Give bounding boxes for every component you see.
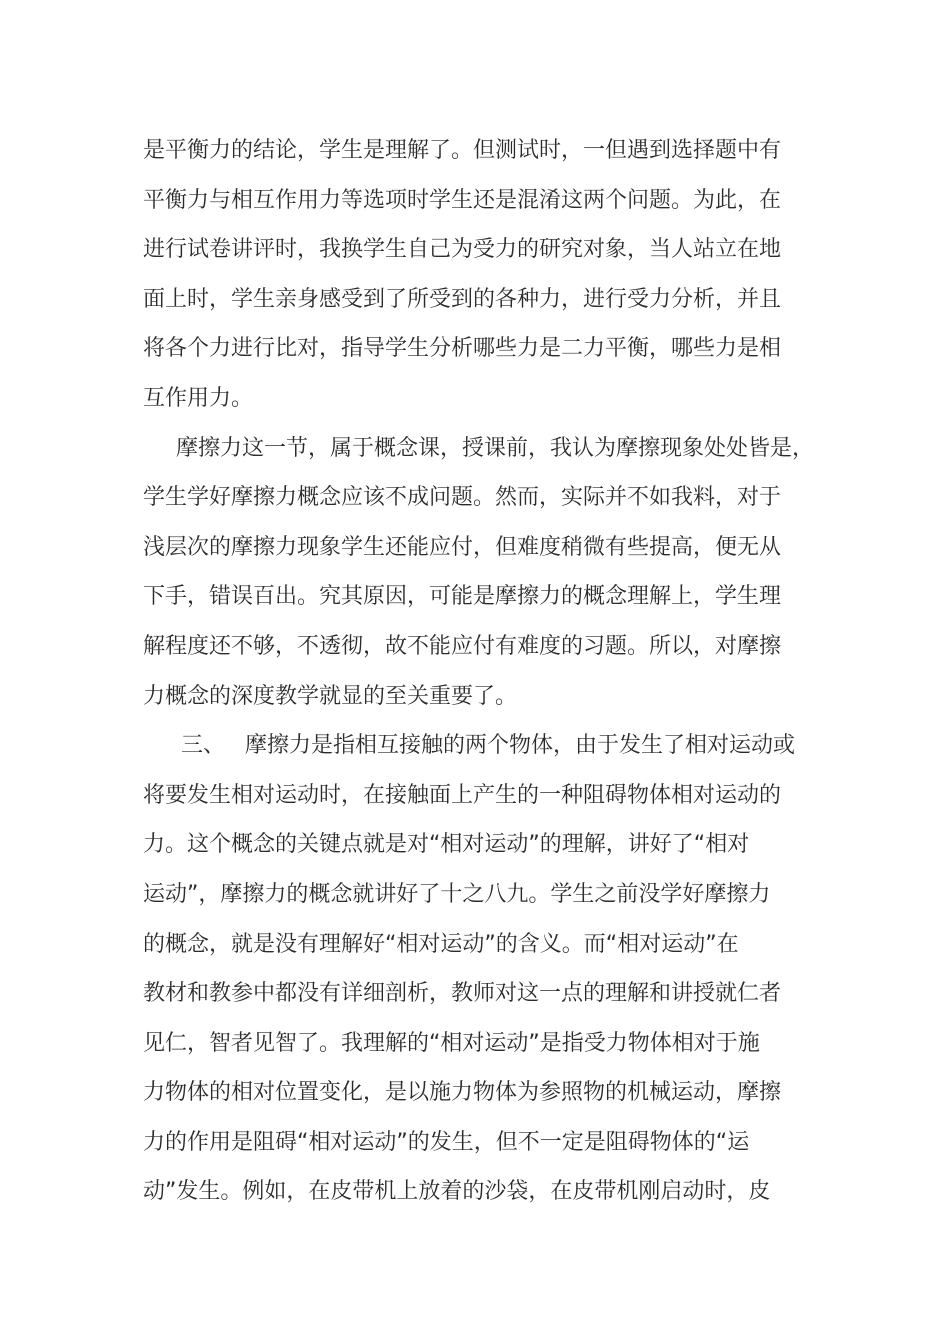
text-line: 将各个力进行比对，指导学生分析哪些力是二力平衡，哪些力是相 xyxy=(143,336,782,362)
text-line: 浅层次的摩擦力现象学生还能应付，但难度稍微有些提高，便无从 xyxy=(143,534,782,560)
text-line: 平衡力与相互作用力等选项时学生还是混淆这两个问题。为此，在 xyxy=(143,187,782,213)
document-body xyxy=(143,126,815,1217)
text-line: 面上时，学生亲身感受到了所受到的各种力，进行受力分析，并且 xyxy=(143,286,782,312)
paragraph-start-line: 摩擦力这一节，属于概念课，授课前，我认为摩擦现象处处皆是， xyxy=(176,435,815,461)
text-line: 的概念，就是没有理解好“相对运动”的含义。而“相对运动”在 xyxy=(143,931,739,957)
text-line: 下手，错误百出。究其原因，可能是摩擦力的概念理解上，学生理 xyxy=(143,584,782,610)
text-line: 运动”，摩擦力的概念就讲好了十之八九。学生之前没学好摩擦力 xyxy=(143,881,771,907)
text-line: 学生学好摩擦力概念应该不成问题。然而，实际并不如我料，对于 xyxy=(143,485,782,511)
list-item-line xyxy=(143,721,803,771)
text-line: 力概念的深度教学就显的至关重要了。 xyxy=(143,683,518,709)
text-line: 见仁，智者见智了。我理解的“相对运动”是指受力物体相对于施 xyxy=(143,1030,760,1056)
text-line: 动”发生。例如，在皮带机上放着的沙袋，在皮带机刚启动时，皮 xyxy=(143,1179,771,1205)
text-line: 力物体的相对位置变化，是以施力物体为参照物的机械运动，摩擦 xyxy=(143,1080,782,1106)
text-line: 教材和教参中都没有详细剖析，教师对这一点的理解和讲授就仁者 xyxy=(143,981,782,1007)
text-line: 将要发生相对运动时，在接触面上产生的一种阻碍物体相对运动的 xyxy=(143,782,782,808)
text-line: 力。这个概念的关键点就是对“相对运动”的理解，讲好了“相对 xyxy=(143,832,750,858)
text-line: 是平衡力的结论，学生是理解了。但测试时，一但遇到选择题中有 xyxy=(143,138,782,163)
text-line: 互作用力。 xyxy=(143,385,254,411)
text-line: 解程度还不够，不透彻，故不能应付有难度的习题。所以，对摩擦 xyxy=(143,633,782,659)
list-marker: 三、 xyxy=(181,733,226,759)
list-item-text: 摩擦力是指相互接触的两个物体，由于发生了相对运动或 xyxy=(245,733,796,759)
text-line: 进行试卷讲评时，我换学生自己为受力的研究对象，当人站立在地 xyxy=(143,237,782,263)
text-line: 力的作用是阻碍“相对运动”的发生，但不一定是阻碍物体的“运 xyxy=(143,1129,750,1155)
